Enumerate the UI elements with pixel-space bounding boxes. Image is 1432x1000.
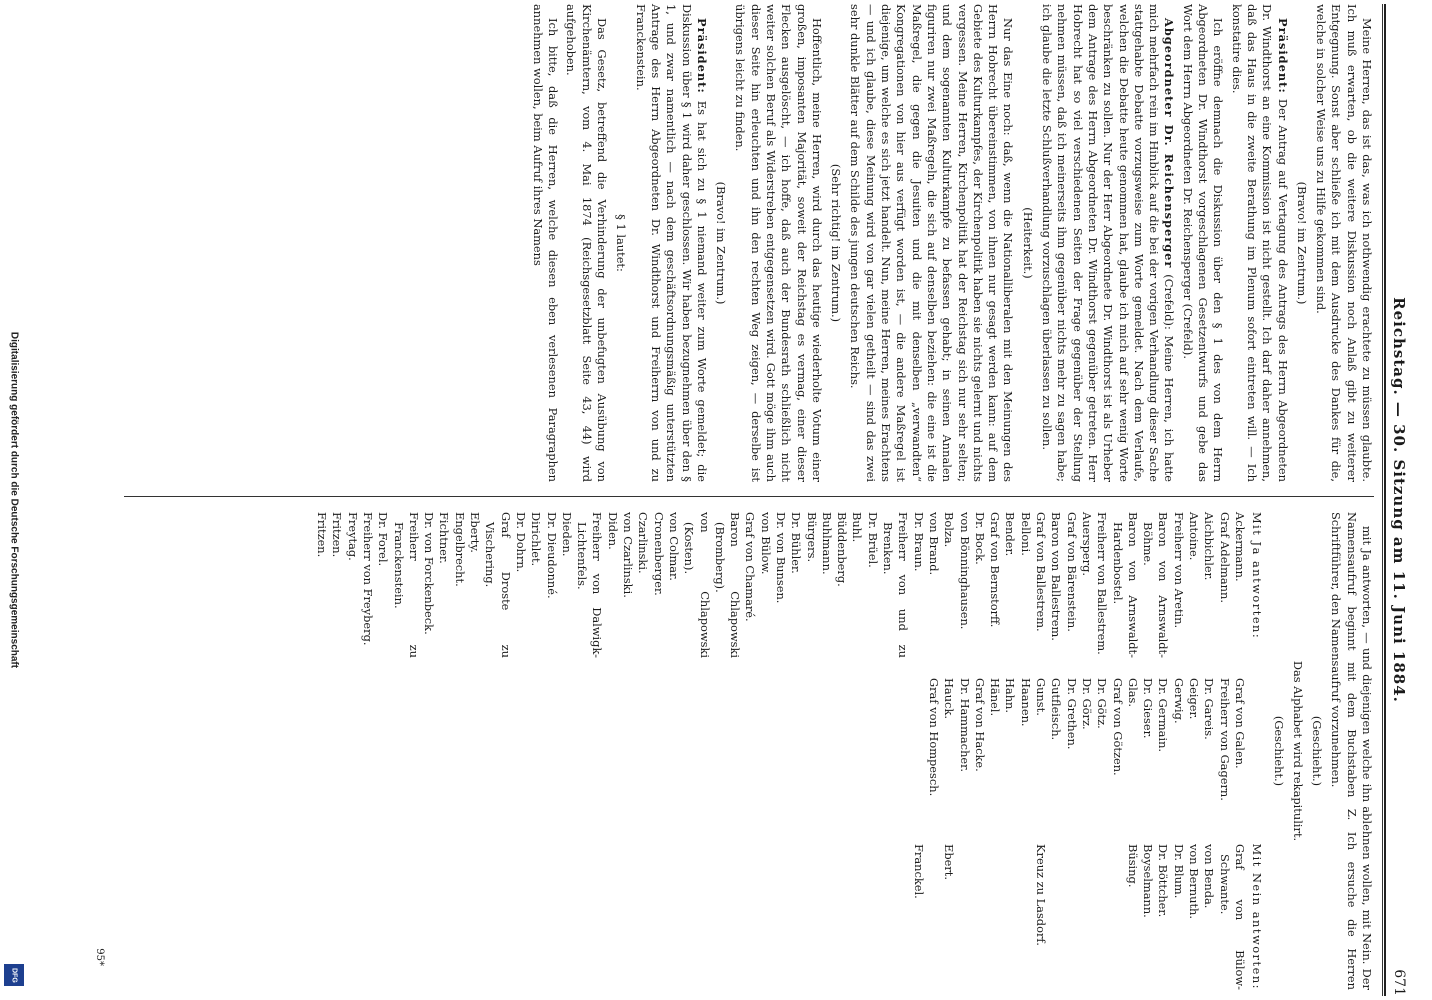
member-name: Freiherr von Dalwigk-Lichtenfels.	[575, 512, 605, 658]
member-name: Fritzen.	[315, 512, 330, 558]
catch-number: 95*	[94, 948, 106, 966]
paragraph	[1313, 4, 1374, 482]
member-name: Fichtner.	[437, 512, 452, 564]
member-name: Dr. Böttcher.	[1156, 844, 1171, 918]
member-name: Graf von Bernstorff.	[988, 512, 1003, 628]
paragraph-text: Ich bitte, daß die Herren, welche diesen eben verlesenen Paragraphen annehmen wollen, beim Aufruf ihres Namens	[530, 4, 561, 482]
member-name	[1063, 844, 1078, 990]
page-number: 671	[1391, 969, 1407, 996]
member-name: Buhlmann.	[819, 512, 834, 575]
member-name: Auersperg.	[1079, 512, 1094, 576]
stage-direction: (Bravo! im Zentrum.)	[1294, 181, 1309, 305]
member-name: Dr. Dieudonné.	[544, 512, 559, 599]
member-name: Dr. Germain.	[1156, 678, 1171, 753]
member-name: Hänel.	[988, 678, 1003, 717]
member-name: Graf von Galen.	[1232, 678, 1247, 769]
paragraph-text: (Crefeld): Meine Herren, ich hatte mich mehrfach rein im Hinblick auf die bei der vorigen Verhandlung dieser Sache stattgehabte Debatte vorzugsweise zum Worte gemeldet. Nach dem Verlaufe, welchen die Debatte heute genommen hat, glaube ich mich auf sehr wenig Worte beschränken zu sollen. Nur der Herr Abgeordnete Dr. Windthorst ist als Urheber dem Antrage des Herrn Abgeordneten Dr. Windthorst gegenüber getreten. Herr Hobrecht hat so viel verschiedenen Seiten der Frage gegenüber der Stellung nehmen müssen, daß ich meinerseits ihm gegenüber nichts mehr zu sagen habe; ich glaube die letzte Schlußverhandlung vorzuschlagen überlassen zu sollen.	[1040, 4, 1177, 482]
member-name: Baron von Ballestrem.	[1049, 512, 1064, 641]
member-name: Engelbrecht.	[452, 512, 467, 587]
member-name: Glas.	[1125, 678, 1140, 707]
no-heading: Mit Nein antworten:	[1250, 843, 1265, 990]
member-name: Bolza.	[942, 512, 957, 548]
member-name: Hauck.	[942, 678, 957, 719]
stage-direction: (Geschieht.)	[1310, 715, 1325, 787]
stage-direction: § 1 lautet:	[614, 214, 629, 272]
funding-note: Digitalisierung gefördert durch die Deutsche Forschungsgemeinschaft	[8, 331, 20, 669]
member-name: Haanen.	[1018, 678, 1033, 727]
member-name: Freiherr von Gagern.	[1217, 678, 1232, 801]
member-name: Dr. von Bunsen.	[774, 512, 789, 604]
scanned-page	[88, 4, 1408, 996]
yes-heading: Mit Ja antworten:	[1250, 512, 1265, 640]
member-name: Czarlinski.	[636, 512, 651, 574]
member-name: Dr. Grethen.	[1064, 678, 1079, 750]
member-name: Freiherr zu Franckenstein.	[391, 512, 421, 658]
member-name	[1094, 844, 1109, 990]
member-name: Freytag.	[345, 512, 360, 561]
paragraph-text: Nur das Eine noch: daß, wenn die Nationalliberalen mit den Meinungen des Herrn Hobrecht übereinstimmen, von ihnen nur gesagt werden kann: auf dem Gebiete des Kulturkampfes, der Kirchenpolitik haben sie nichts gelernt und nichts vergessen. Meine Herren, Kirchenpolitik hat der Reichstag sich nur sehr selten; und dem sogenannten Kulturkampfe zu befassen gehabt; in seinen Annalen figuriren nur zwei Maßregeln, die sich auf denselben beziehen: die eine ist die Maßregel, die gegen die Jesuiten und die mit denselben „verwandten“ Kongregationen von hier aus verfügt worden ist, — die andere Maßregel ist diejenige, um welche es sich jetzt handelt. Nun, meine Herren, meines Erachtens — und ich glaube, diese Meinung wird von gar vielen getheilt — sind das zwei sehr dunkle Blätter auf dem Schilde des jungen deutschen Reichs.	[848, 4, 1016, 482]
vote-headings	[1249, 512, 1264, 990]
member-name	[1017, 844, 1032, 990]
member-name: Ebert.	[942, 844, 957, 880]
paragraph	[530, 4, 561, 482]
member-name: Eberty.	[468, 512, 483, 553]
paragraph	[847, 4, 1015, 482]
speaker-name: Präsident:	[1275, 18, 1290, 94]
member-name: Boyselmann.	[1141, 844, 1156, 918]
paragraph-text: Es hat sich zu § 1 niemand weiter zum Worte gemeldet; die Diskussion über § 1 wird daher geschlossen. Wir haben bezugnehmen über den § 1, und zwar namentlich — nach dem geschäftsordnungsmäßig unterstützten Antrage des Herrn Abgeordneten Dr. Windthorst und Freiherrn von und zu Franckenstein.	[633, 4, 709, 482]
member-name: Dr. Hammacher.	[957, 678, 972, 772]
member-name: Ackermann.	[1232, 512, 1247, 582]
member-name	[956, 844, 971, 990]
member-name: Diden.	[605, 512, 620, 550]
member-name: Buhl.	[850, 512, 865, 543]
member-name: Büddenberg.	[835, 512, 850, 587]
stage-direction: Das Alphabet wird rekapitulirt.	[1290, 660, 1305, 842]
member-name: Gutfleisch.	[1049, 678, 1064, 741]
member-name: Dr. Bühler.	[789, 512, 804, 574]
member-name: Dirichlet.	[529, 512, 544, 567]
member-name: von Czarlinski.	[621, 512, 636, 598]
member-name: Dr. Götz.	[1095, 678, 1110, 729]
member-name: Bender.	[1003, 512, 1018, 557]
stage-direction: (Geschieht.)	[1271, 715, 1286, 787]
paragraph	[1328, 512, 1374, 990]
paragraph-text: Hoffentlich, meine Herren, wird durch das heutige wiederholte Votum einer großen, imposanten Majorität, soweit der Reichstag es vermag, einer dieser Flecken ausgelöscht, — ich hoffe, daß auch der Bundesrath schließlich nicht weiter solchen Beruf als Widerstreben entgegensetzen wird. Gott möge ihm auch dieser Seite hin erleuchten und ihn den rechten Weg zeigen, — derselbe ist übrigens leicht zu finden.	[733, 4, 824, 482]
member-name: Dr. von Forckenbeck.	[422, 512, 437, 635]
paragraph-text: Ich eröffne demnach die Diskussion über den § 1 des von dem Herrn Abgeordneten Dr. Windthorst vorgeschlagenen Gesetzentwurfs und gebe das Wort dem Herrn Abgeordneten Dr. Reichensperger (Crefeld).	[1180, 4, 1226, 482]
member-name: von Chlapowski (Kosten).	[682, 512, 712, 658]
left-column	[527, 4, 1374, 482]
member-name: Dr. Dohrn.	[513, 512, 528, 573]
member-name: Graf von Chamaré.	[743, 512, 758, 622]
member-name: Dr. Görz.	[1079, 678, 1094, 730]
paragraph	[1039, 4, 1177, 482]
member-name: Hahn.	[1003, 678, 1018, 714]
member-name: Freiherr von Aretin.	[1171, 512, 1186, 629]
member-name: von Brand.	[926, 512, 941, 576]
member-name: Bürgers.	[804, 512, 819, 563]
paragraph-text: Der Antrag auf Vertagung des Antrags des Herrn Abgeordneten Dr. Windthorst an eine Kommission ist nicht gestellt. Ich darf daher annehmen, daß das Haus in die zweite Berathung im Plenum sofort eintreten will. — Ich konstatire dies.	[1229, 4, 1290, 482]
rotated-page	[88, 4, 1408, 996]
member-name: Graf Adelmann.	[1217, 512, 1232, 603]
member-name: von Benda.	[1202, 844, 1217, 909]
member-name: Geiger.	[1187, 678, 1202, 720]
right-column	[314, 512, 1374, 990]
page-header	[1384, 4, 1408, 996]
member-name	[1109, 844, 1124, 990]
column-divider	[124, 496, 1374, 497]
member-name: Graf von Ballestrem.	[1034, 512, 1049, 632]
member-name: Graf von Bülow-Schwante.	[1217, 844, 1247, 990]
member-name: Dieden.	[559, 512, 574, 557]
paragraph	[732, 4, 824, 482]
member-name	[972, 844, 987, 990]
speaker-name: Abgeordneter Dr. Reichensperger	[1162, 18, 1177, 269]
paragraph	[1179, 4, 1225, 482]
member-name	[987, 844, 1002, 990]
member-name: Belloni.	[1018, 512, 1033, 556]
member-name	[1079, 844, 1094, 990]
paragraph	[1228, 4, 1289, 482]
member-name: Dr. Blum.	[1171, 844, 1186, 899]
member-name: Büsing.	[1125, 844, 1140, 888]
stage-direction: (Sehr richtig! im Zentrum.)	[829, 163, 844, 323]
member-name: Freiherr von Ballestrem.	[1095, 512, 1110, 655]
member-name	[926, 844, 941, 990]
member-name: Freiherr von Freyberg.	[361, 512, 375, 646]
member-name: Baron von Arnswaldt-Böhme.	[1141, 512, 1171, 658]
member-name: Antoine.	[1187, 512, 1202, 561]
member-name: Graf von Hacke.	[972, 678, 987, 772]
page-title: Reichstag. — 30. Sitzung am 11. Juni 1884.	[1390, 297, 1408, 703]
paragraph-text: Das Gesetz, betreffend die Verhinderung der unbefugten Ausübung von Kirchenämtern, vom 4. Mai 1874 (Reichsgesetzblatt Seite 43, 44) wird aufgehoben.	[564, 4, 610, 482]
member-name: von Colmar.	[666, 512, 681, 581]
member-name: Franckel.	[911, 844, 926, 899]
paragraph-text: mit Ja antworten, — und diejenigen welche ihn ablehnen wollen, mit Nein. Der Namensaufruf beginnt mit dem Buchstaben Z. Ich ersuche die Herren Schriftführer, den Namensaufruf vorzunehmen.	[1329, 512, 1374, 990]
member-name: Dr. Braun.	[911, 512, 926, 572]
dfg-logo: DFG	[4, 964, 24, 986]
member-name: Dr. Gieser.	[1141, 678, 1156, 739]
member-name: von Bönninghausen.	[957, 512, 972, 630]
member-name: Kreuz zu Lasdorf.	[1034, 844, 1049, 946]
paragraph-text: Meine Herren, das ist das, was ich nothwendig erachtete zu müssen glaubte. Ich muß erwarten, ob die weitere Diskussion noch Anlaß gibt zu weiterer Entgegnung. Sonst aber schließe ich mit dem Ausdrucke des Dankes für die, welche in solcher Weise uns zu Hilfe gekommen sind.	[1314, 4, 1374, 482]
member-name: Graf von Bärenstein.	[1064, 512, 1079, 632]
right-paragraphs	[1270, 512, 1374, 990]
paragraph	[563, 4, 609, 482]
member-name: Graf von Hompesch.	[926, 678, 941, 797]
member-name: Graf von Götzen.	[1110, 678, 1125, 776]
header-rule	[1382, 4, 1383, 996]
member-name: Dr. Brüel.	[865, 512, 880, 568]
name-lists	[314, 512, 1247, 990]
paragraph	[632, 4, 708, 482]
speaker-name: Präsident:	[694, 18, 709, 94]
member-name: von Bülow.	[758, 512, 773, 575]
member-name: Fritzen.	[330, 512, 345, 558]
member-name: Baron Chlapowski (Bromberg).	[712, 512, 743, 658]
member-name: Freiherr von und zu Brenken.	[881, 512, 911, 658]
member-name	[1002, 844, 1017, 990]
member-name	[1048, 844, 1063, 990]
names-column-2	[314, 678, 1247, 824]
member-name: Dr. Gareis.	[1202, 678, 1217, 740]
member-name: Gunst.	[1034, 678, 1049, 716]
member-name: Cronenberger.	[651, 512, 666, 596]
names-column-3	[314, 844, 1247, 990]
member-name: Baron von Arnswaldt-Hardenbostel.	[1110, 512, 1140, 658]
member-name: Graf Droste zu Vischering.	[483, 512, 513, 658]
stage-direction: (Bravo! im Zentrum.)	[714, 181, 729, 305]
member-name: Aichbichler.	[1202, 512, 1217, 581]
left-margin-strip	[0, 0, 28, 1000]
member-name: Gerwig.	[1171, 678, 1186, 724]
member-name: Dr. Bock.	[972, 512, 987, 565]
member-name: von Bernuth.	[1187, 844, 1202, 920]
names-column-1	[314, 512, 1247, 658]
stage-direction: (Heiterkeit.)	[1020, 207, 1035, 279]
member-name: Dr. Forel.	[376, 512, 391, 567]
